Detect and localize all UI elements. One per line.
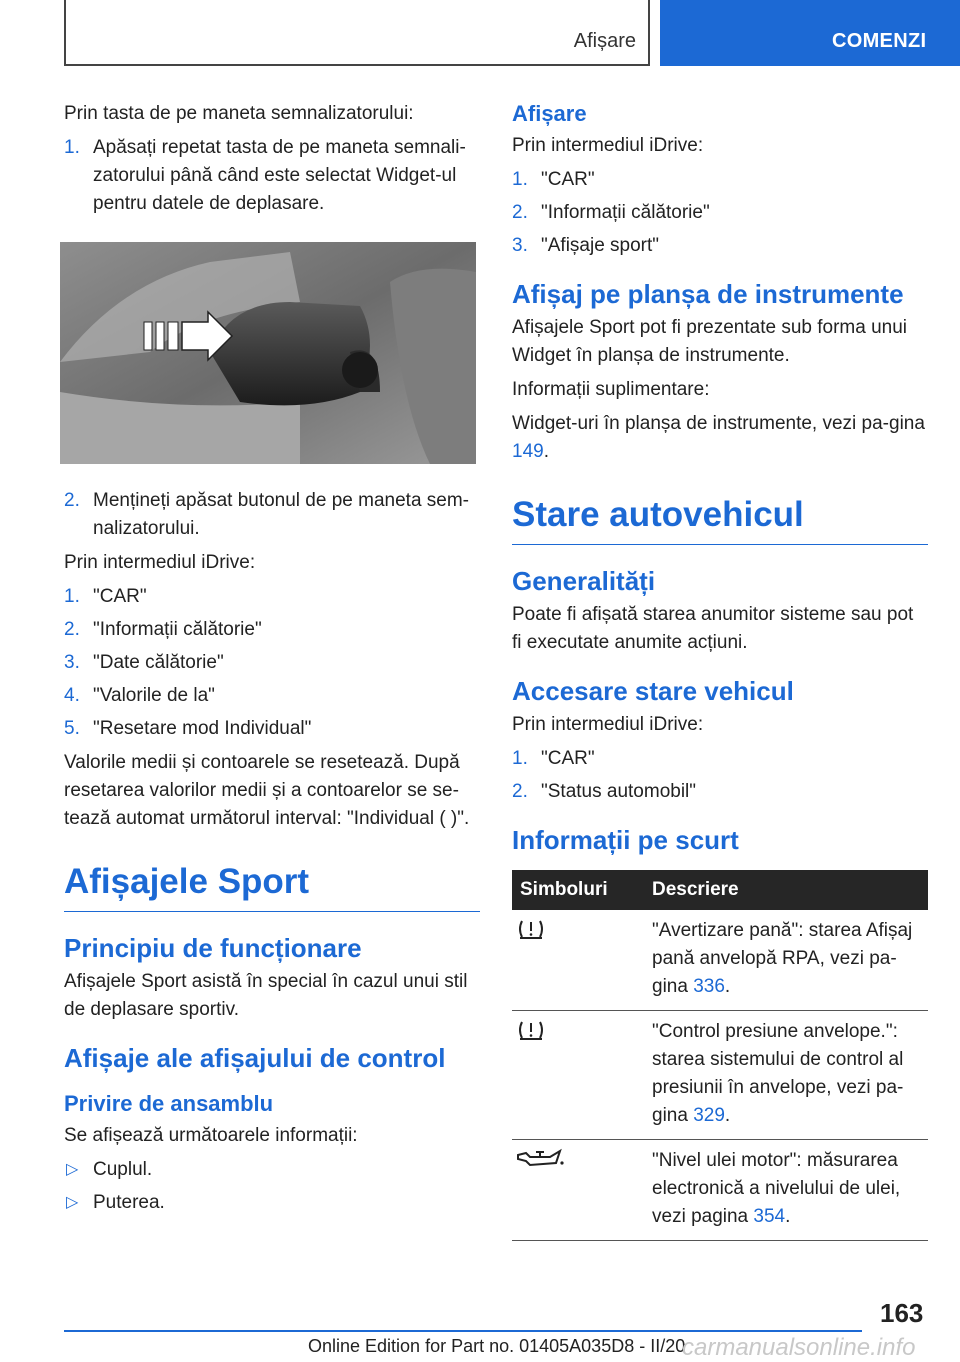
idrive-steps-list <box>64 583 480 743</box>
list-number: 1. <box>64 137 80 158</box>
list-item <box>64 1189 480 1217</box>
page-link-329[interactable]: 329 <box>693 1105 725 1126</box>
row-description: "Nivel ulei motor": măsurarea electronică a nivelului de ulei, vezi pagina <box>652 1150 901 1227</box>
table-row: "Control presiune anvelope.": starea sistemului de control al presiunii în anvelope, vezi pa-gina 329. <box>512 1011 928 1140</box>
heading-display: Afișare <box>512 101 587 126</box>
table-row: "Nivel ulei motor": măsurarea electronică a nivelului de ulei, vezi pagina 354. <box>512 1140 928 1241</box>
right-column <box>512 100 928 1241</box>
heading-vehicle-status: Stare autovehicul <box>512 494 928 545</box>
list-number: 3. <box>64 652 80 673</box>
list-number: 2. <box>512 202 528 223</box>
oil-can-icon <box>516 1147 566 1171</box>
list-text: "CAR" <box>541 169 595 190</box>
list-text: "Afișaje sport" <box>541 235 660 256</box>
list-item <box>512 778 928 806</box>
column-header-description: Descriere <box>644 870 928 910</box>
list-text: "Status automobil" <box>541 781 697 802</box>
list-text: "Resetare mod Individual" <box>93 718 312 739</box>
list-text: "Informații călătorie" <box>93 619 262 640</box>
list-item <box>64 649 480 677</box>
table-header-row <box>512 870 928 910</box>
steps-a-list <box>64 134 480 218</box>
list-text: "Valorile de la" <box>93 685 215 706</box>
heading-control-display: Afișaje ale afișajului de control <box>64 1043 446 1073</box>
list-text: "Date călătorie" <box>93 652 224 673</box>
heading-principle: Principiu de funcționare <box>64 933 362 963</box>
turn-signal-lever-photo <box>60 242 476 464</box>
page-link-336[interactable]: 336 <box>693 976 725 997</box>
list-number: 1. <box>512 169 528 190</box>
overview-text: Se afișează următoarele informații: <box>64 1125 358 1146</box>
triangle-bullet-icon: ▷ <box>66 1194 79 1211</box>
list-number: 3. <box>512 235 528 256</box>
list-number: 1. <box>64 586 80 607</box>
list-text: "CAR" <box>93 586 147 607</box>
heading-instrument-cluster: Afișaj pe planșa de instrumente <box>512 279 904 309</box>
widget-reference-text: Widget-uri în planșa de instrumente, vezi pa-gina <box>512 413 925 434</box>
page-link-149[interactable]: 149 <box>512 441 544 462</box>
symbols-table <box>512 870 928 1241</box>
list-item <box>64 616 480 644</box>
list-text: Puterea. <box>93 1192 165 1213</box>
cluster-text: Afișajele Sport pot fi prezentate sub forma unui Widget în planșa de instrumente. <box>512 317 908 366</box>
heading-access-status: Accesare stare vehicul <box>512 676 794 706</box>
intro-text: Prin tasta de pe maneta semnalizatorului: <box>64 103 414 124</box>
row-description: "Avertizare pană": starea Afișaj pană anvelopă RPA, vezi pa-gina <box>652 920 913 997</box>
list-item <box>64 1156 480 1184</box>
list-number: 5. <box>64 718 80 739</box>
heading-general: Generalități <box>512 566 656 596</box>
heading-short-info: Informații pe scurt <box>512 825 739 855</box>
header-section-title: Afișare <box>573 30 636 52</box>
idrive-intro: Prin intermediul iDrive: <box>64 552 256 573</box>
display-intro: Prin intermediul iDrive: <box>512 135 704 156</box>
header-tab[interactable] <box>660 0 960 66</box>
list-text: Cuplul. <box>93 1159 153 1180</box>
list-item <box>64 134 480 218</box>
display-steps-list <box>512 166 928 260</box>
heading-overview: Privire de ansamblu <box>64 1091 274 1116</box>
list-item <box>64 583 480 611</box>
page-link-354[interactable]: 354 <box>753 1206 786 1227</box>
general-text: Poate fi afișată starea anumitor sisteme sau pot fi executate anumite acțiuni. <box>512 604 914 653</box>
list-item <box>512 232 928 260</box>
access-intro: Prin intermediul iDrive: <box>512 714 704 735</box>
list-text: Mențineți apăsat butonul de pe maneta sem-nalizatorului. <box>93 490 470 539</box>
watermark: carmanualsonline.info <box>682 1334 916 1361</box>
column-header-symbols: Simboluri <box>512 870 644 910</box>
more-info-label: Informații suplimentare: <box>512 379 710 400</box>
access-steps-list <box>512 745 928 806</box>
list-item <box>64 487 480 543</box>
header-tab-label: COMENZI <box>832 30 927 52</box>
list-item <box>512 745 928 773</box>
list-number: 2. <box>64 490 80 511</box>
steps-b-list <box>64 487 480 543</box>
edition-text: Online Edition for Part no. 01405A035D8 - II/20 <box>308 1336 686 1356</box>
list-text: Apăsați repetat tasta de pe maneta semnali-zatorului până când este selectat Widget-ul pentru datele de deplasare. <box>93 137 466 214</box>
list-number: 2. <box>512 781 528 802</box>
list-text: "CAR" <box>541 748 595 769</box>
left-column <box>64 100 480 1223</box>
list-number: 1. <box>512 748 528 769</box>
list-item <box>512 166 928 194</box>
bullet-list <box>64 1156 480 1217</box>
page-number: 163 <box>880 1298 924 1328</box>
tire-warning-icon <box>516 1018 546 1042</box>
principle-text: Afișajele Sport asistă în special în cazul unui stil de deplasare sportiv. <box>64 971 468 1020</box>
list-number: 2. <box>64 619 80 640</box>
footer-rule <box>64 1330 862 1332</box>
heading-sport-displays: Afișajele Sport <box>64 861 480 912</box>
widget-reference: Widget-uri în planșa de instrumente, vezi pa-gina 149. <box>512 413 925 462</box>
list-number: 4. <box>64 685 80 706</box>
triangle-bullet-icon: ▷ <box>66 1161 79 1178</box>
table-row: "Avertizare pană": starea Afișaj pană anvelopă RPA, vezi pa-gina 336. <box>512 910 928 1011</box>
list-item <box>64 682 480 710</box>
header-section-box <box>64 0 650 66</box>
list-text: "Informații călătorie" <box>541 202 710 223</box>
list-item <box>512 199 928 227</box>
list-item <box>64 715 480 743</box>
row-description: "Control presiune anvelope.": starea sistemului de control al presiunii în anvelope, vezi pa-gina <box>652 1021 904 1126</box>
reset-text: Valorile medii și contoarele se resetează. După resetarea valorilor medii și a contoarelor se se-tează automat următorul interval: "Individual ( )". <box>64 752 470 829</box>
tire-warning-icon <box>516 917 546 941</box>
